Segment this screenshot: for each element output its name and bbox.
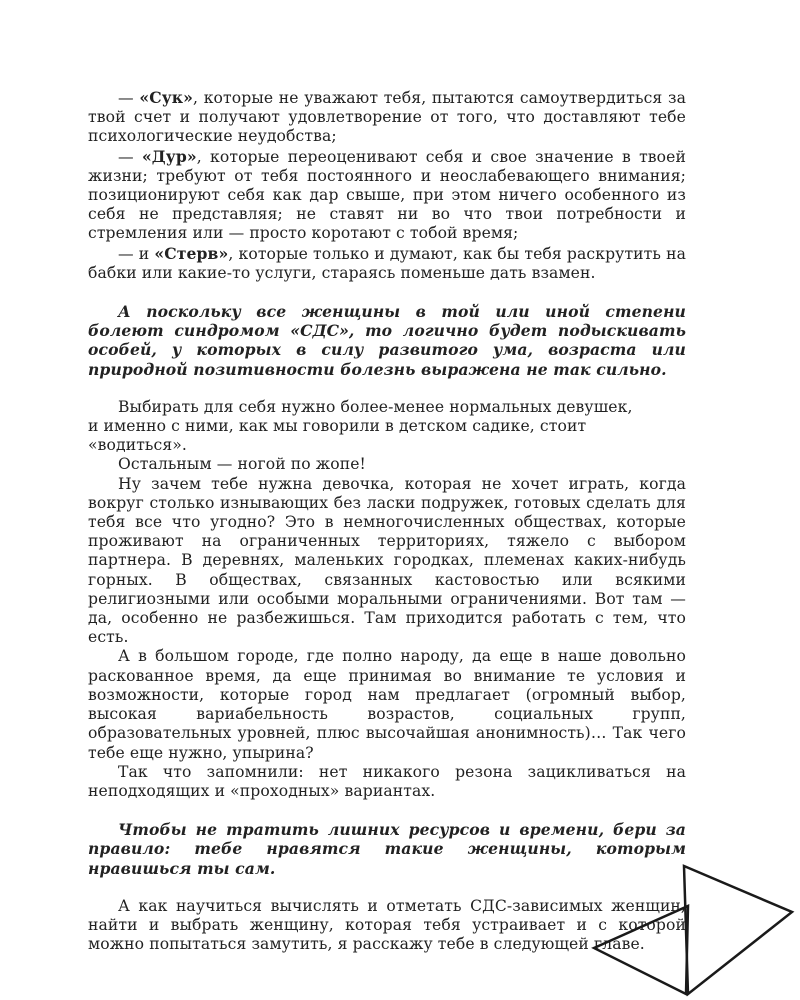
closing-paragraph: А как научиться вычислять и отметать СДС-зависимых женщин, найти и выбрать женщину, которая тебя устраивает и с которой можно попытаться замутить, я расскажу тебе в следующей главе.: [88, 896, 686, 954]
body-paragraph-1-line-1: Выбирать для себя нужно более-менее нормальных девушек,: [118, 397, 633, 416]
body-paragraph-2: Остальным — ногой по жопе!: [118, 455, 366, 474]
list-term: «Сук»: [139, 88, 193, 107]
list-text: , которые переоценивают себя и свое значение в твоей жизни; требуют от тебя постоянного и неослабевающего внимания; позиционируют себя как дар свыше, при этом ничего особенного из себя не представляя; не ставят ни во что твои потребности и стремления или — просто коротают с тобой время;: [88, 147, 686, 243]
list-term: «Стерв»: [154, 243, 229, 263]
list-text: , которые только и думают, как бы тебя раскрутить на бабки или какие-то услуги, стараясь поменьше дать взамен.: [88, 244, 686, 282]
list-text: , которые не уважают тебя, пытаются самоутвердиться за твой счет и получают удовлетворение от того, что доставляют тебе психологические неудобства;: [88, 89, 686, 146]
body-paragraph-3: Ну зачем тебе нужна девочка, которая не хочет играть, когда вокруг столько изнывающих без ласки подружек, готовых сделать для тебя все что угодно? Это в немногочисленных обществах, которые проживают на ограниченных территориях, тяжело с выбором партнера. В деревнях, маленьких городках, племенах каких-нибудь горных. В обществах, связанных кастовостью или всякими религиозными или особыми моральными ограничениями. Вот там — да, особенно не разбежишься. Там приходится работать с тем, что есть.: [88, 474, 686, 647]
highlight-paragraph-2: Чтобы не тратить лишних ресурсов и времени, бери за правило: тебе нравятся такие женщины, которым нравишься ты сам.: [88, 820, 686, 878]
list-term: «Дур»: [141, 146, 197, 166]
spacer: [88, 801, 686, 820]
spacer: [88, 283, 686, 302]
spacer: [88, 878, 686, 897]
body-paragraph-1-line-2: и именно с ними, как мы говорили в детском садике, стоит «водиться».: [88, 417, 587, 455]
highlight-paragraph-1: А поскольку все женщины в той или иной степени болеют синдромом «СДС», то логично будет подыскивать особей, у которых в силу развитого ума, возраста или природной позитивности болезнь выражена не так сильно.: [88, 302, 686, 379]
spacer: [88, 379, 686, 398]
body-paragraph-4: А в большом городе, где полно народу, да еще в наше довольно раскованное время, да еще принимая во внимание те условия и возможности, которые город нам предлагает (огромный выбор, высокая вариабельность возрастов, социальных групп, образовательных уровней, плюс высочайшая анонимность)… Так чего тебе еще нужно, упырина?: [88, 647, 686, 762]
page-content: [88, 88, 686, 954]
list-dash: — и: [118, 244, 155, 263]
triangle-outline-icon: [684, 866, 792, 994]
list-item-dur: [88, 147, 686, 244]
list-item-suk: [88, 88, 686, 147]
list-item-sterv: [88, 244, 686, 283]
list-dash: —: [118, 147, 142, 166]
list-dash: —: [118, 89, 140, 107]
body-paragraph-5: Так что запомнили: нет никакого резона зацикливаться на неподходящих и «проходных» вариантах.: [88, 762, 686, 800]
